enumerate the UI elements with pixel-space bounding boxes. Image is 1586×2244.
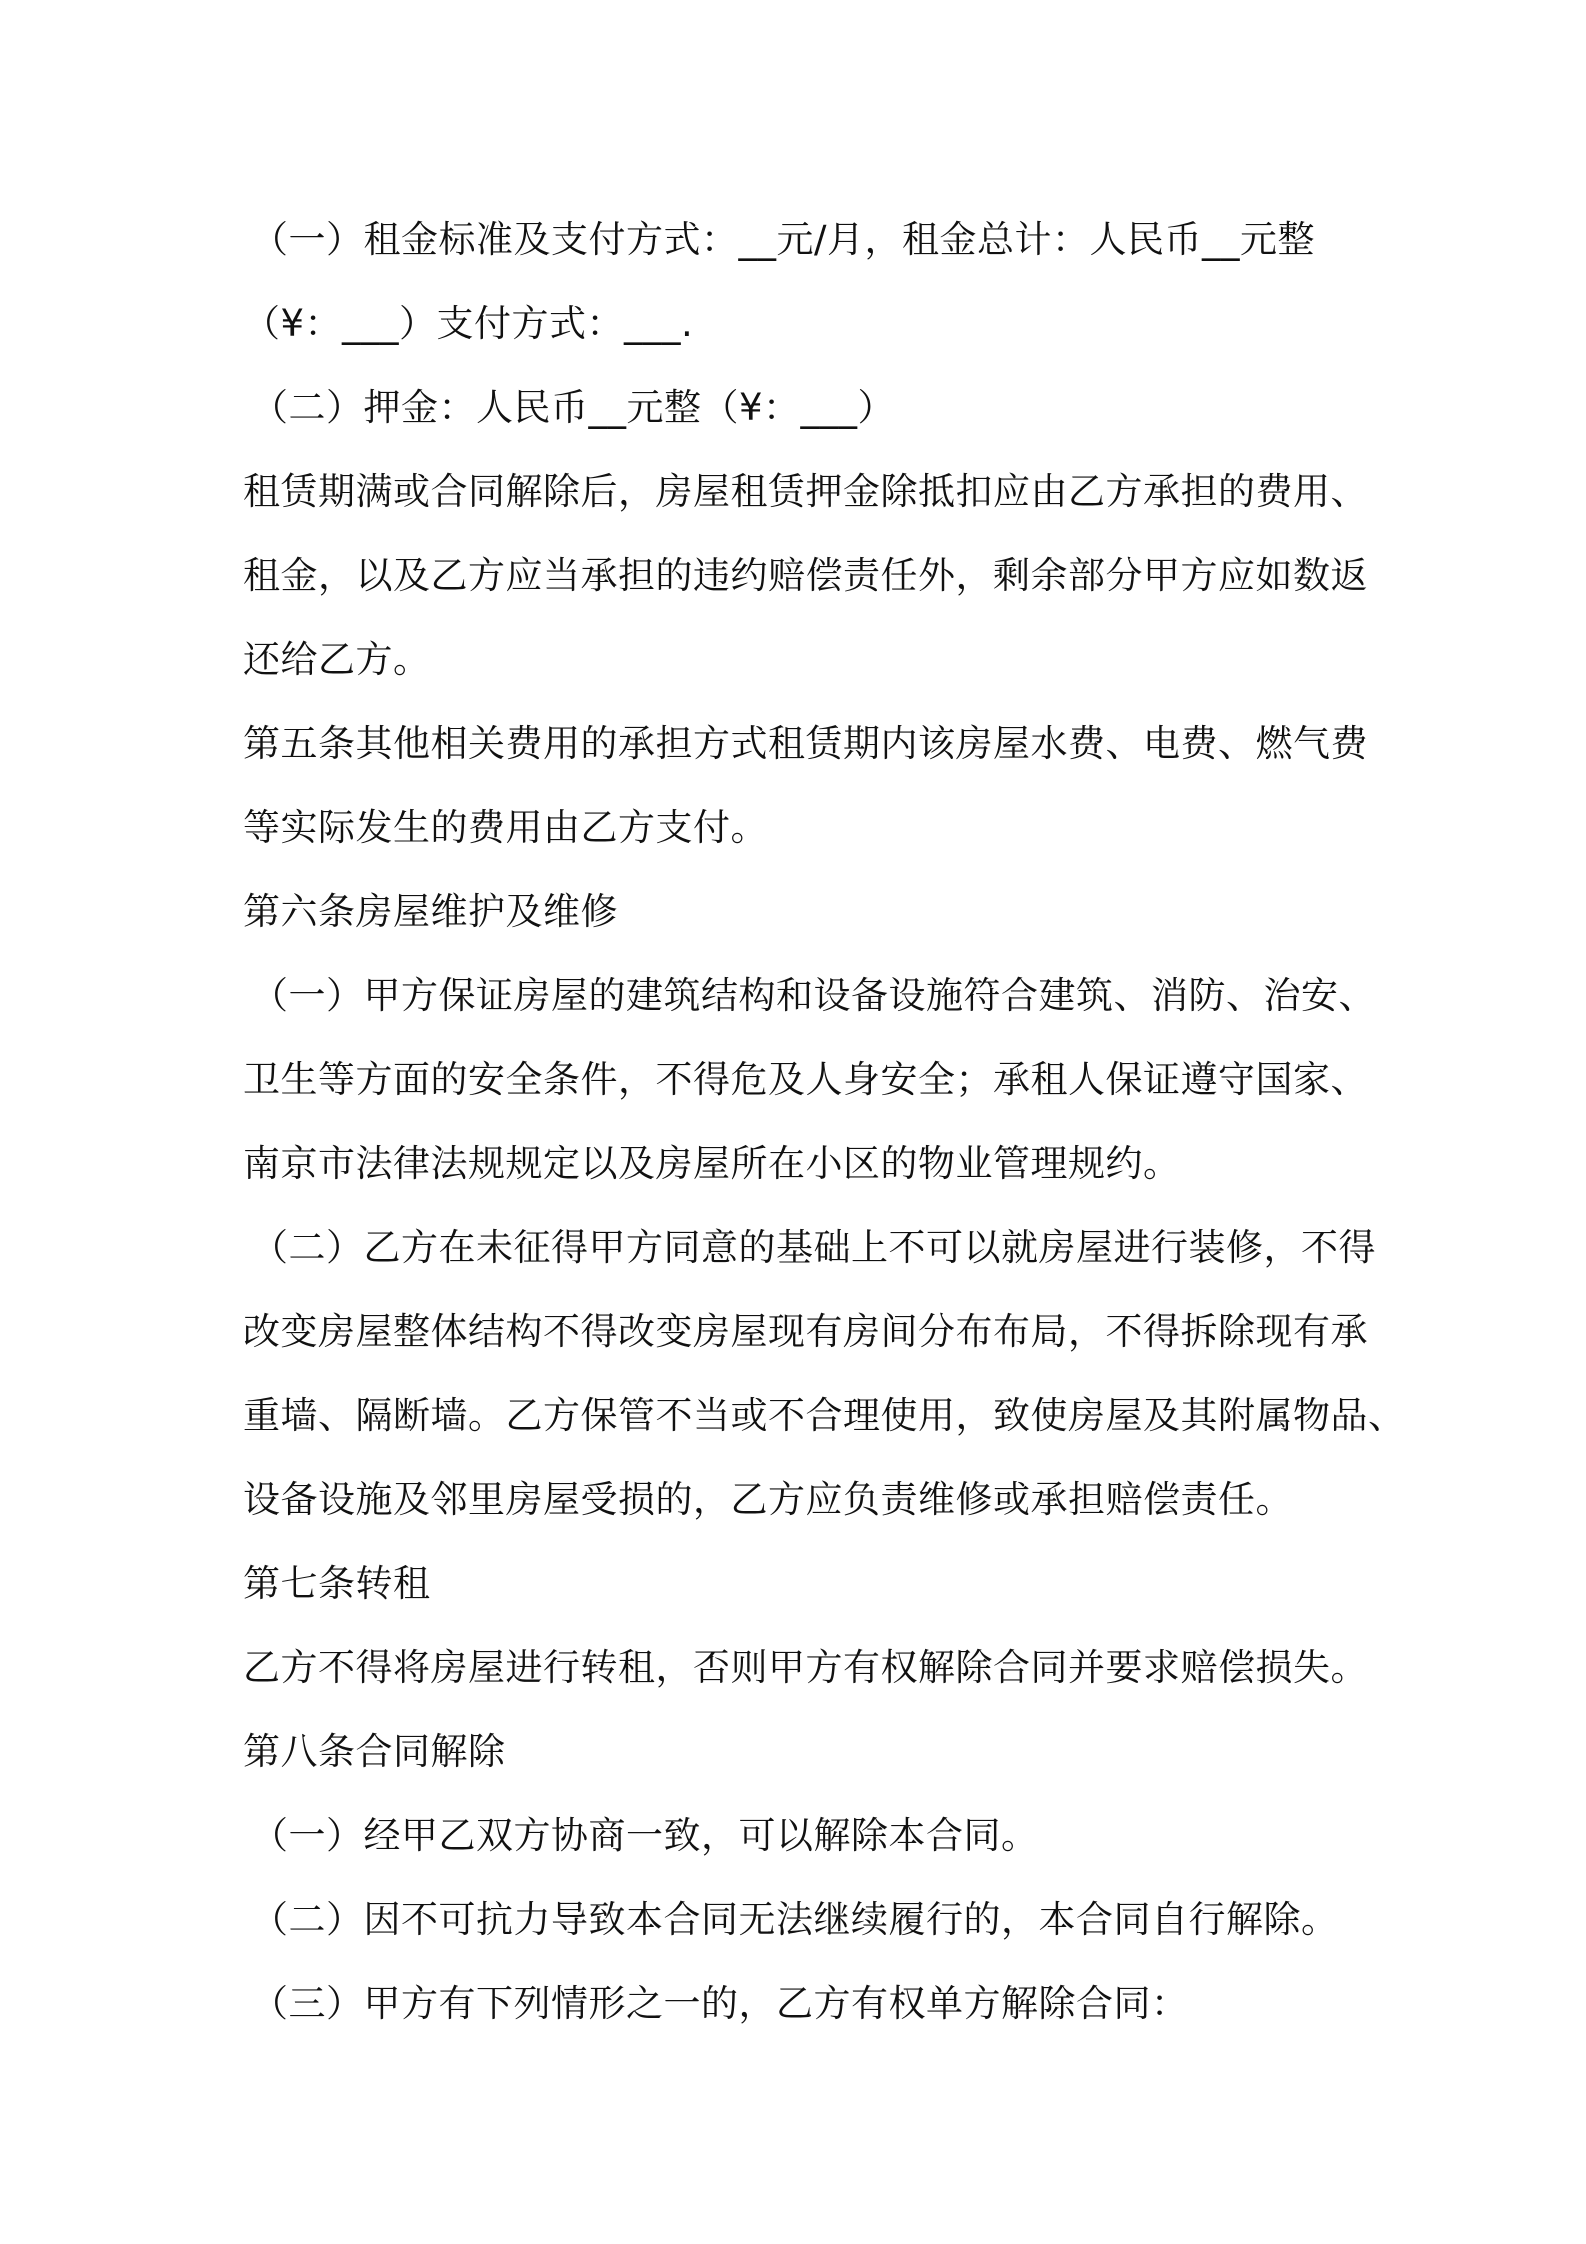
article-8-clause-2: （二）因不可抗力导致本合同无法继续履行的，本合同自行解除。 (251, 1898, 1339, 1941)
rent-payment-method-line: （¥：___）支付方式：___. (243, 302, 694, 345)
article-6-clause-1-line-2: 卫生等方面的安全条件，不得危及人身安全；承租人保证遵守国家、 (243, 1058, 1368, 1101)
article-6-heading: 第六条房屋维护及维修 (243, 890, 618, 933)
article-8-heading: 第八条合同解除 (243, 1730, 506, 1773)
deposit-return-line-2: 租金，以及乙方应当承担的违约赔偿责任外，剩余部分甲方应如数返 (243, 554, 1368, 597)
article-5-line-2: 等实际发生的费用由乙方支付。 (243, 806, 768, 849)
article-6-clause-2-line-4: 设备设施及邻里房屋受损的，乙方应负责维修或承担赔偿责任。 (243, 1478, 1293, 1521)
article-6-clause-1-line-3: 南京市法律法规规定以及房屋所在小区的物业管理规约。 (243, 1142, 1181, 1185)
article-7-text: 乙方不得将房屋进行转租，否则甲方有权解除合同并要求赔偿损失。 (243, 1646, 1368, 1689)
article-6-clause-2-line-1: （二）乙方在未征得甲方同意的基础上不可以就房屋进行装修，不得 (251, 1226, 1376, 1269)
article-6-clause-2-line-2: 改变房屋整体结构不得改变房屋现有房间分布布局，不得拆除现有承 (243, 1310, 1368, 1353)
contract-page (243, 198, 1406, 2046)
rent-standard-line: （一）租金标准及支付方式：__元/月，租金总计：人民币__元整 (251, 218, 1315, 261)
article-8-clause-3: （三）甲方有下列情形之一的，乙方有权单方解除合同： (251, 1982, 1189, 2025)
article-7-heading: 第七条转租 (243, 1562, 431, 1605)
article-5-line-1: 第五条其他相关费用的承担方式租赁期内该房屋水费、电费、燃气费 (243, 722, 1368, 765)
article-8-clause-1: （一）经甲乙双方协商一致，可以解除本合同。 (251, 1814, 1039, 1857)
deposit-return-line-3: 还给乙方。 (243, 638, 431, 681)
article-6-clause-2-line-3: 重墙、隔断墙。乙方保管不当或不合理使用，致使房屋及其附属物品、 (243, 1394, 1406, 1437)
deposit-return-line-1: 租赁期满或合同解除后，房屋租赁押金除抵扣应由乙方承担的费用、 (243, 470, 1368, 513)
deposit-line: （二）押金：人民币__元整（¥：___） (251, 386, 896, 429)
article-6-clause-1-line-1: （一）甲方保证房屋的建筑结构和设备设施符合建筑、消防、治安、 (251, 974, 1376, 1017)
